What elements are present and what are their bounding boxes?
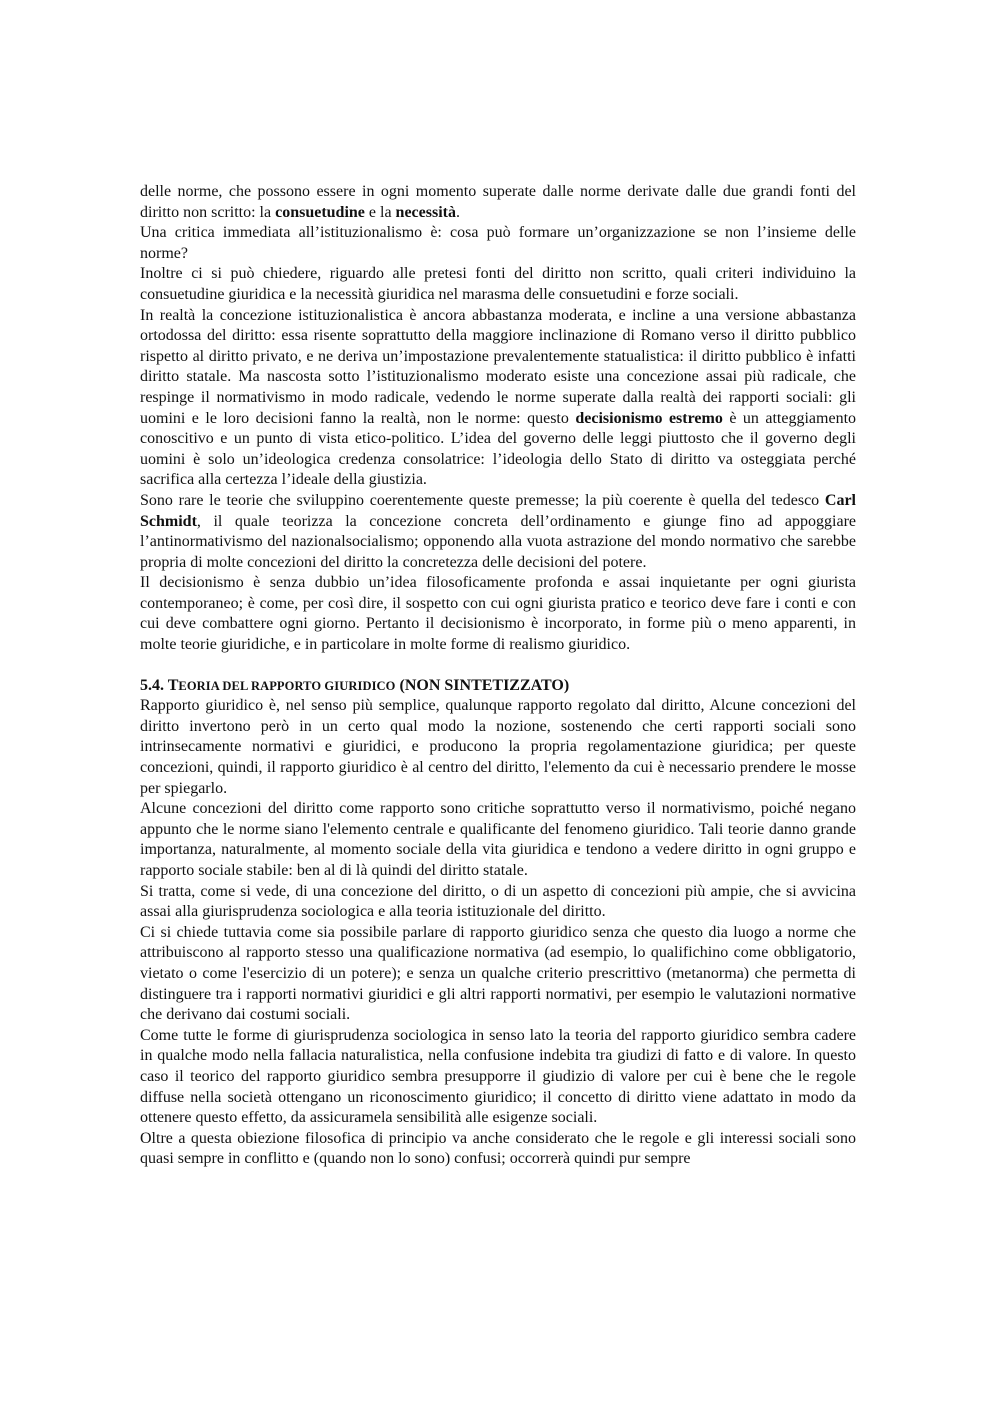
section-note: (NON SINTETIZZATO) <box>395 676 570 694</box>
section-heading <box>140 676 856 697</box>
bold-term: consuetudine <box>275 203 365 221</box>
section-title-smallcaps: EORIA DEL RAPPORTO GIURIDICO <box>178 678 396 693</box>
bold-term: Carl Schmidt <box>140 491 856 530</box>
text-span: e la <box>364 203 396 221</box>
bold-term: decisionismo estremo <box>575 409 723 427</box>
text-span: . <box>455 203 460 221</box>
paragraph: Si tratta, come si vede, di una concezione del diritto, o di un aspetto di concezioni più ampie, che si avvicina assai alla giurisprudenza sociologica e alla teoria istituzionale del diritto. <box>140 882 856 921</box>
text-span: è un atteggiamento conoscitivo e un punto di vista etico-politico. L’idea del governo delle leggi piuttosto che il governo degli uomini è solo un’ideologica credenza consolatrice: l’ideologia dello Stato di diritto va osteggiata perché sacrifica alla certezza l’ideale della giustizia. <box>140 409 857 489</box>
paragraph: Rapporto giuridico è, nel senso più semplice, qualunque rapporto regolato dal diritto, Alcune concezioni del diritto invertono però in un certo qual modo la nozione, sostenendo che certi rapporti sociali sono intrinsecamente normativi e giuridici, e producono la propria regolamentazione giuridica; per queste concezioni, quindi, il rapporto giuridico è al centro del diritto, l'elemento da cui è necessario prendere le mosse per spiegarlo. <box>140 697 856 797</box>
paragraph: Il decisionismo è senza dubbio un’idea filosoficamente profonda e assai inquietante per ogni giurista contemporaneo; è come, per così dire, il sospetto con cui ogni giurista pratico e teorico deve fare i conti e con cui deve combattere ogni giorno. Pertanto il decisionismo è incorporato, in forme più o meno apparenti, in molte teorie giuridiche, e in particolare in molte forme di realismo giuridico. <box>140 574 856 654</box>
document-page <box>140 182 856 1170</box>
text-span: , il quale teorizza la concezione concreta dell’ordinamento e giunge fino ad appoggiare l’antinormativismo del nazionalsocialismo; opponendo alla vuota astrazione del mondo normativo che sarebbe propria di molte concezioni del diritto la concretezza delle decisioni del potere. <box>140 512 856 571</box>
section-title-cap: T <box>167 676 179 694</box>
paragraph: Alcune concezioni del diritto come rapporto sono critiche soprattutto verso il normativismo, poiché negano appunto che le norme siano l'elemento centrale e qualificante del fenomeno giuridico. Tali teorie danno grande importanza, naturalmente, al momento sociale della vita giuridica e tendono a vedere diritto in ogni gruppo e rapporto sociale stabile: ben al di là quindi del diritto statale. <box>140 800 856 879</box>
text-span: In realtà la concezione istituzionalistica è ancora abbastanza moderata, e incline a una versione abbastanza ortodossa del diritto: essa risente soprattutto della maggiore inclinazione di Romano verso il diritto pubblico rispetto al diritto privato, e ne deriva un’impostazione prevalentemente statualistica: il diritto pubblico è infatti diritto statale. Ma nascosta sotto l’istituzionalismo moderato esiste una concezione assai più radicale, che respinge il normativismo in modo radicale, vedendo le norme superate dalla realtà dei rapporti sociali: gli uomini e le loro decisioni fanno la realtà, non le norme: questo <box>140 306 856 427</box>
bold-term: necessità <box>395 203 456 221</box>
section-number: 5.4. <box>140 676 168 694</box>
text-span: Sono rare le teorie che sviluppino coerentemente queste premesse; la più coerente è quella del tedesco <box>140 491 825 509</box>
paragraph: Ci si chiede tuttavia come sia possibile parlare di rapporto giuridico senza che questo dia luogo a norme che attribuiscono al rapporto stesso una qualificazione normativa (ad esempio, lo qualifichino come obbligatorio, vietato o come l'esercizio di un potere); e senza un qualche criterio prescrittivo (metanorma) che permetta di distinguere tra i rapporti normativi giuridici e gli altri rapporti normativi, per esempio le valutazioni normative che derivano dai costumi sociali. <box>140 923 856 1024</box>
paragraph: Oltre a questa obiezione filosofica di principio va anche considerato che le regole e gli interessi sociali sono quasi sempre in conflitto e (quando non lo sono) confusi; occorrerà quindi pur sempre <box>140 1129 856 1168</box>
text-span: delle norme, che possono essere in ogni momento superate dalle norme derivate dalle due grandi fonti del diritto non scritto: la <box>140 183 856 221</box>
paragraph <box>140 182 856 223</box>
paragraph <box>140 491 856 573</box>
paragraph: Inoltre ci si può chiedere, riguardo alle pretesi fonti del diritto non scritto, quali criteri individuino la consuetudine giuridica e la necessità giuridica nel marasma delle consuetudini e forze sociali. <box>140 265 856 303</box>
paragraph: Come tutte le forme di giurisprudenza sociologica in senso lato la teoria del rapporto giuridico sembra cadere in qualche modo nella fallacia naturalistica, nella confusione indebita tra giudizi di fatto e di valore. In questo caso il teorico del rapporto giuridico sembra presupporre il giudizio di valore per cui è bene che le regole diffuse nella società ottengano un riconoscimento giuridico; il concetto di diritto viene adattato in modo da ottenere questo effetto, da assicuramela sensibilità alle esigenze sociali. <box>140 1026 856 1127</box>
paragraph <box>140 306 856 491</box>
paragraph: Una critica immediata all’istituzionalismo è: cosa può formare un’organizzazione se non l’insieme delle norme? <box>140 224 856 262</box>
